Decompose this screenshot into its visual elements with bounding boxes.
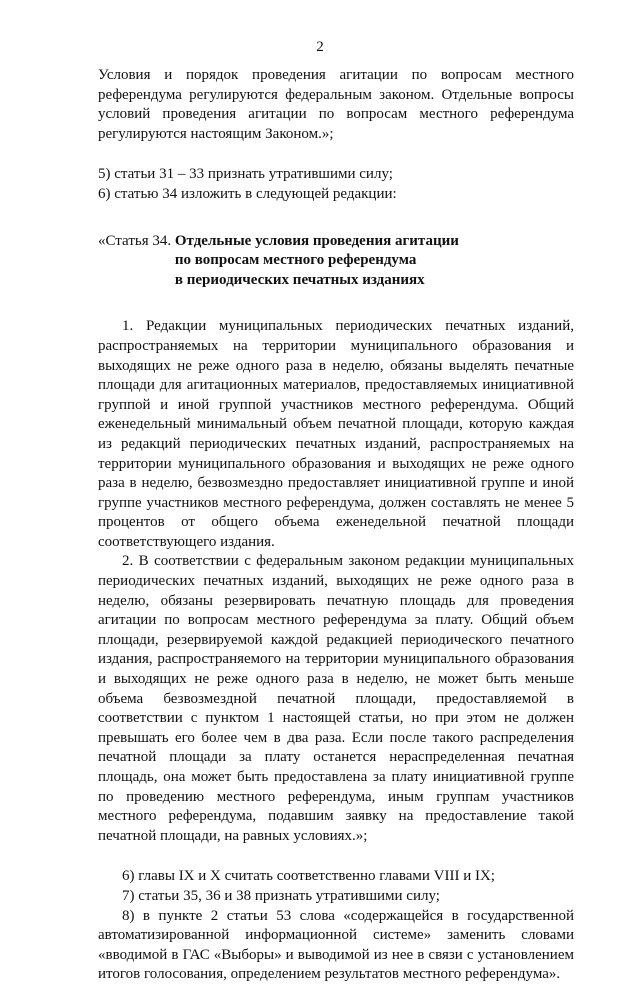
amendment-8: 8) в пункте 2 статьи 53 слова «содержащейся в государственной автоматизированной информационной системе» заменить словами «вводимой в ГАС «Выборы» и выводимой из нее в связи с установлением итогов голосования, определением результатов местного референдума». (98, 907, 574, 983)
page-number: 2 (316, 39, 324, 55)
article-paragraph-2: 2. В соответствии с федеральным законом редакции муниципальных периодических печатных изданий, выходящих не реже одного раза в неделю, обязаны резервировать печатную площадь для проведения агитации по вопросам местного референдума за плату. Общий объем площади, резервируемой каждой редакцией периодического печатного издания, распространяемого на территории муниципального образования и выходящих не реже одного раза в неделю, не может быть меньше объема безвозмездной печатной площади, предоставляемой в соответствии с пунктом 1 настоящей статьи, но при этом не должен превышать его более чем в два раза. Если после такого распределения печатной площади за плату останется нераспределенная печатная площадь, она может быть предоставлена за плату инициативной группе по проведению местного референдума, иным группам участников местного референдума, подавшим заявку на предоставление такой печатной площади, на равных условиях.»; (98, 553, 574, 844)
article-heading (98, 232, 574, 291)
article-title-line-2: по вопросам местного референдума (174, 252, 417, 269)
article-title-line-3: в периодических печатных изданиях (174, 271, 425, 288)
article-prefix: «Статья 34. (98, 232, 175, 249)
amendment-5: 5) статьи 31 – 33 признать утратившими силу; (98, 166, 393, 183)
amendment-7: 7) статьи 35, 36 и 38 признать утратившими силу; (122, 887, 440, 904)
article-title (175, 232, 459, 291)
amendment-6: 6) статью 34 изложить в следующей редакции: (98, 185, 397, 202)
amendment-6b: 6) главы IX и X считать соответственно главами VIII и IX; (122, 868, 495, 885)
article-paragraph-1: 1. Редакции муниципальных периодических печатных изданий, распространяемых на территории муниципального образования и выходящих не реже одного раза в неделю, обязаны выделять печатные площади для агитационных материалов, предоставляемых инициативной группой и иной группой участников местного референдума. Общий еженедельный минимальный объем печатной площади, которую каждая из редакций периодических печатных изданий, распространяемых на территории муниципального образования и выходящих не реже одного раза в неделю, безвозмездно предоставляет инициативной группе и иной группе участников местного референдума, должен составлять не менее 5 процентов от общего объема еженедельной печатной площади соответствующего издания. (98, 318, 574, 550)
intro-paragraph: Условия и порядок проведения агитации по вопросам местного референдума регулируются федеральным законом. Отдельные вопросы условий проведения агитации по вопросам местного референдума регулируются настоящим Законом.»; (98, 67, 574, 142)
article-title-line-1: Отдельные условия проведения агитации (174, 232, 459, 249)
document-body (98, 66, 574, 985)
